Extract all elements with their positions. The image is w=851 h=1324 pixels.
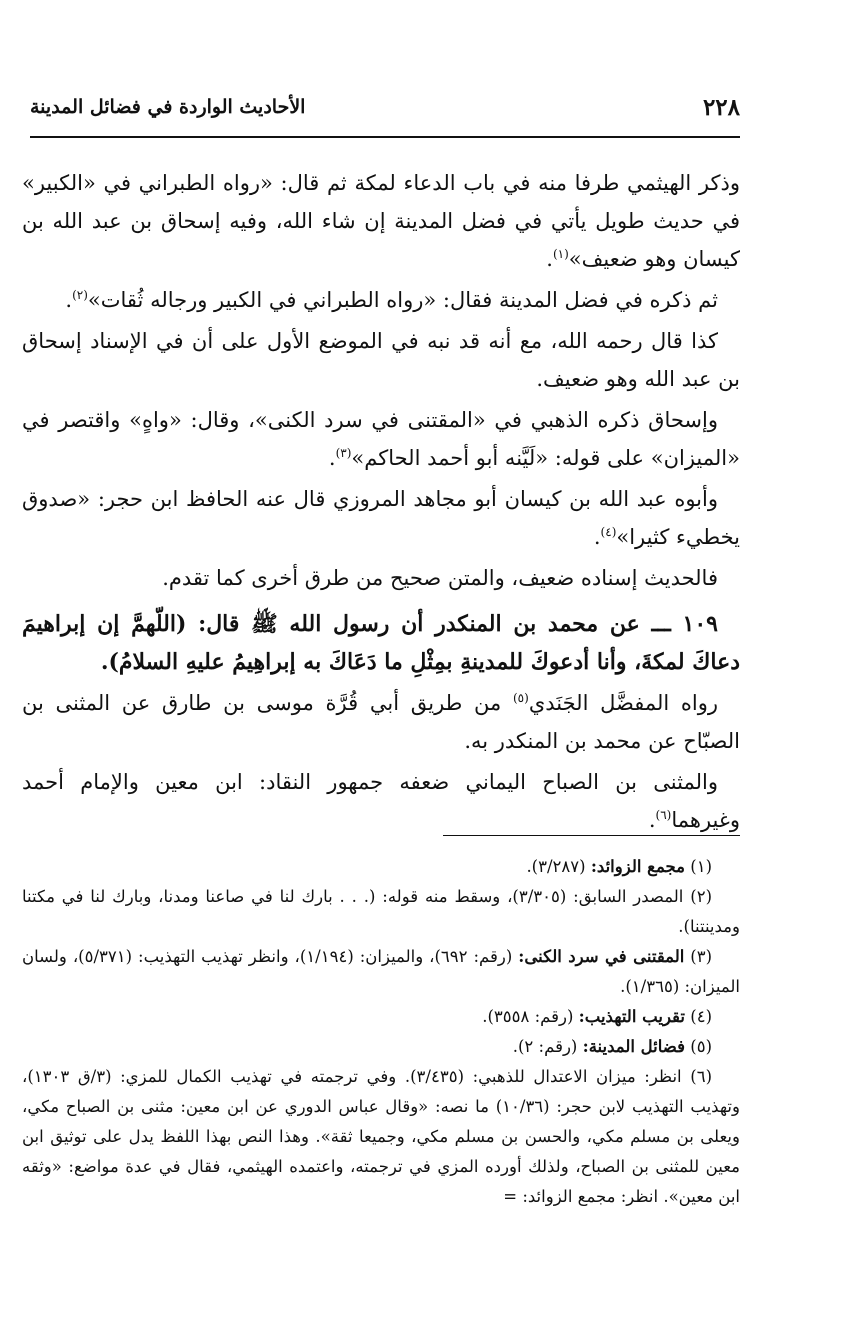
footnote-6-text: انظر: ميزان الاعتدال للذهبي: (٣/٤٣٥). وفي ترجمته في تهذيب الكمال للمزي: (٣/ق ١٣٠٣)، وتهذيب التهذيب لابن حجر: (١٠/٣٦) ما نصه: «وقال عباس الدوري عن ابن معين: مثنى بن الصباح مكي، ويعلى بن مسلم مكي، والحسن بن مسلم مكي، وجميعا ثقة». وهذا النص بهذا اللفظ يدل على توثيق ابن معين للمثنى بن الصباح، ولذلك أورده المزي في ترجمته، واعتمده الهيثمي، فقال في عدة مواضع: «وثقه ابن معين». انظر: مجمع الزوائد: = bbox=[22, 1067, 740, 1206]
footnote-5-number: (٥) bbox=[690, 1037, 712, 1056]
footnote-divider bbox=[443, 835, 740, 836]
paragraph-3: كذا قال رحمه الله، مع أنه قد نبه في الموضع الأول على أن في الإسناد إسحاق بن عبد الله وهو ضعيف. bbox=[22, 329, 740, 391]
footnote-1-number: (١) bbox=[690, 857, 712, 876]
hadith-text: (اللّهمَّ إن إبراهيمَ دعاكَ لمكةَ، وأنا أدعوكَ للمدينةِ بمِثْلِ ما دَعَاكَ به إبراهِيمُ عليهِ السلامُ). bbox=[22, 611, 740, 675]
hadith-109 bbox=[22, 605, 740, 681]
footnote-5 bbox=[22, 1032, 740, 1062]
footnote-ref-3: (٣) bbox=[335, 446, 352, 460]
footnote-4-text: (رقم: ٣٥٥٨). bbox=[482, 1007, 574, 1026]
paragraph-4 bbox=[22, 401, 740, 477]
paragraph-1-text: وذكر الهيثمي طرفا منه في باب الدعاء لمكة ثم قال: «رواه الطبراني في «الكبير» في حديث طويل يأتي في فضل المدينة إن شاء الله، وفيه إسحاق بن عبد الله بن كيسان وهو ضعيف» bbox=[22, 171, 740, 271]
paragraph-4-end: . bbox=[328, 446, 336, 470]
footnote-4-number: (٤) bbox=[690, 1007, 712, 1026]
footnote-ref-4: (٤) bbox=[600, 525, 617, 539]
paragraph-4-text: وإسحاق ذكره الذهبي في «المقتنى في سرد الكنى»، وقال: «واهٍ» واقتصر في «الميزان» على قوله: «لَيَّنه أبو أحمد الحاكم» bbox=[22, 408, 740, 470]
footnote-1-title: مجمع الزوائد: bbox=[590, 857, 685, 876]
footnote-3-number: (٣) bbox=[690, 947, 713, 966]
footnotes bbox=[22, 852, 740, 1212]
footnote-ref-1: (١) bbox=[552, 247, 569, 261]
paragraph-9-text: والمثنى بن الصباح اليماني ضعفه جمهور النقاد: ابن معين والإمام أحمد وغيرهما bbox=[22, 770, 740, 832]
footnote-5-title: فضائل المدينة: bbox=[582, 1037, 685, 1056]
paragraph-5 bbox=[22, 480, 740, 556]
paragraph-5-end: . bbox=[593, 525, 601, 549]
paragraph-9-end: . bbox=[648, 808, 656, 832]
paragraph-2 bbox=[22, 281, 740, 319]
main-text bbox=[22, 164, 740, 842]
paragraph-2-end: . bbox=[65, 288, 73, 312]
footnote-4-title: تقريب التهذيب: bbox=[578, 1007, 685, 1026]
footnote-1 bbox=[22, 852, 740, 882]
paragraph-9 bbox=[22, 763, 740, 839]
paragraph-5-text: وأبوه عبد الله بن كيسان أبو مجاهد المروزي قال عنه الحافظ ابن حجر: «صدوق يخطيء كثيرا» bbox=[22, 487, 740, 549]
page-header bbox=[30, 92, 740, 138]
paragraph-1 bbox=[22, 164, 740, 278]
paragraph-8-text-a: رواه المفضَّل الجَنَدي bbox=[528, 691, 718, 715]
footnote-ref-2: (٢) bbox=[72, 288, 88, 302]
footnote-ref-5: (٥) bbox=[512, 691, 529, 705]
footnote-3 bbox=[22, 942, 740, 1002]
footnote-ref-6: (٦) bbox=[655, 808, 672, 822]
footnote-1-text: (٣/٢٨٧). bbox=[526, 857, 586, 876]
footnote-3-text: (رقم: ٦٩٢)، والميزان: (١/١٩٤)، وانظر تهذيب التهذيب: (٥/٣٧١)، ولسان الميزان: (١/٣٦٥). bbox=[22, 947, 740, 996]
footnote-3-title: المقتنى في سرد الكنى: bbox=[518, 947, 685, 966]
hadith-number: ١٠٩ ـــ bbox=[651, 611, 718, 637]
footnote-6 bbox=[22, 1062, 740, 1212]
paragraph-2-text: ثم ذكره في فضل المدينة فقال: «رواه الطبراني في الكبير ورجاله ثُقات» bbox=[87, 288, 718, 312]
paragraph-1-end: . bbox=[546, 247, 553, 271]
footnote-5-text: (رقم: ٢). bbox=[512, 1037, 578, 1056]
paragraph-8 bbox=[22, 684, 740, 760]
footnote-2-text: المصدر السابق: (٣/٣٠٥)، وسقط منه قوله: (. . . بارك لنا في صاعنا ومدنا، وبارك لنا في مكتنا ومدينتنا). bbox=[22, 887, 740, 936]
footnote-6-number: (٦) bbox=[690, 1067, 713, 1086]
footnote-2 bbox=[22, 882, 740, 942]
footnote-2-number: (٢) bbox=[690, 887, 712, 906]
page-number: ٢٢٨ bbox=[702, 94, 740, 121]
paragraph-6: فالحديث إسناده ضعيف، والمتن صحيح من طرق أخرى كما تقدم. bbox=[162, 566, 718, 590]
footnote-4 bbox=[22, 1002, 740, 1032]
running-title: الأحاديث الواردة في فضائل المدينة bbox=[30, 96, 306, 118]
hadith-intro: عن محمد بن المنكدر أن رسول الله ﷺ قال: bbox=[198, 611, 640, 637]
paragraph-8-text-b: من طريق أبي قُرَّة موسى بن طارق عن المثنى بن الصبّاح عن محمد بن المنكدر به. bbox=[22, 691, 740, 753]
